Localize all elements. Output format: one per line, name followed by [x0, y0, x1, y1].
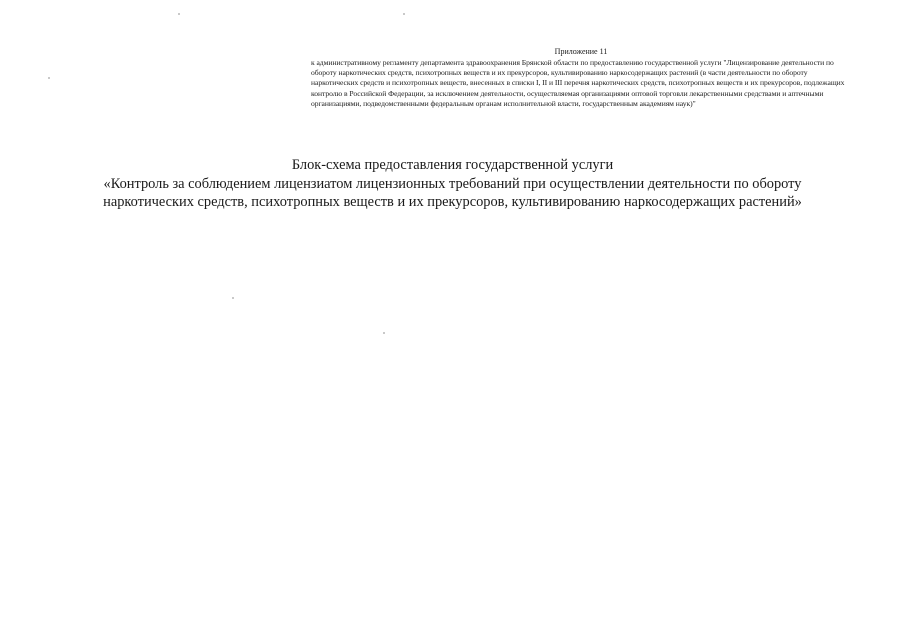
scan-speck — [232, 297, 234, 299]
scan-speck — [178, 13, 180, 15]
title-line-1: Блок-схема предоставления государственной услуги — [291, 157, 614, 173]
annex-title: Приложение 11 — [554, 47, 608, 56]
annex-block — [311, 47, 851, 109]
scan-speck — [403, 13, 405, 15]
title-line-2: «Контроль за соблюдением лицензиатом лицензионных требований при осуществлении деятельности по обороту — [103, 175, 802, 192]
scan-speck — [48, 77, 50, 79]
scan-speck — [383, 332, 385, 334]
annex-text: к административному регламенту департамента здравоохранения Брянской области по предоставлению государственной услуги "Лицензирование деятельности по обороту наркотических средств, психотропных веществ и их прекурсоров, культивированию наркосодержащих растений (в части деятельности по обороту наркотических средств и психотропных веществ, внесенных в списки I, II и III перечня наркотических средств, психотропных веществ и их прекурсоров, подлежащих контролю в Российской Федерации, за исключением деятельности, осуществляемая организациями оптовой торговли лекарственными средствами и аптечными организациями, подведомственными федеральным органам исполнительной власти, государственным академиям наук)" — [311, 58, 845, 108]
page-title — [40, 156, 865, 212]
title-line-3: наркотических средств, психотропных веществ и их прекурсоров, культивированию наркосодержащих растений» — [103, 194, 802, 210]
